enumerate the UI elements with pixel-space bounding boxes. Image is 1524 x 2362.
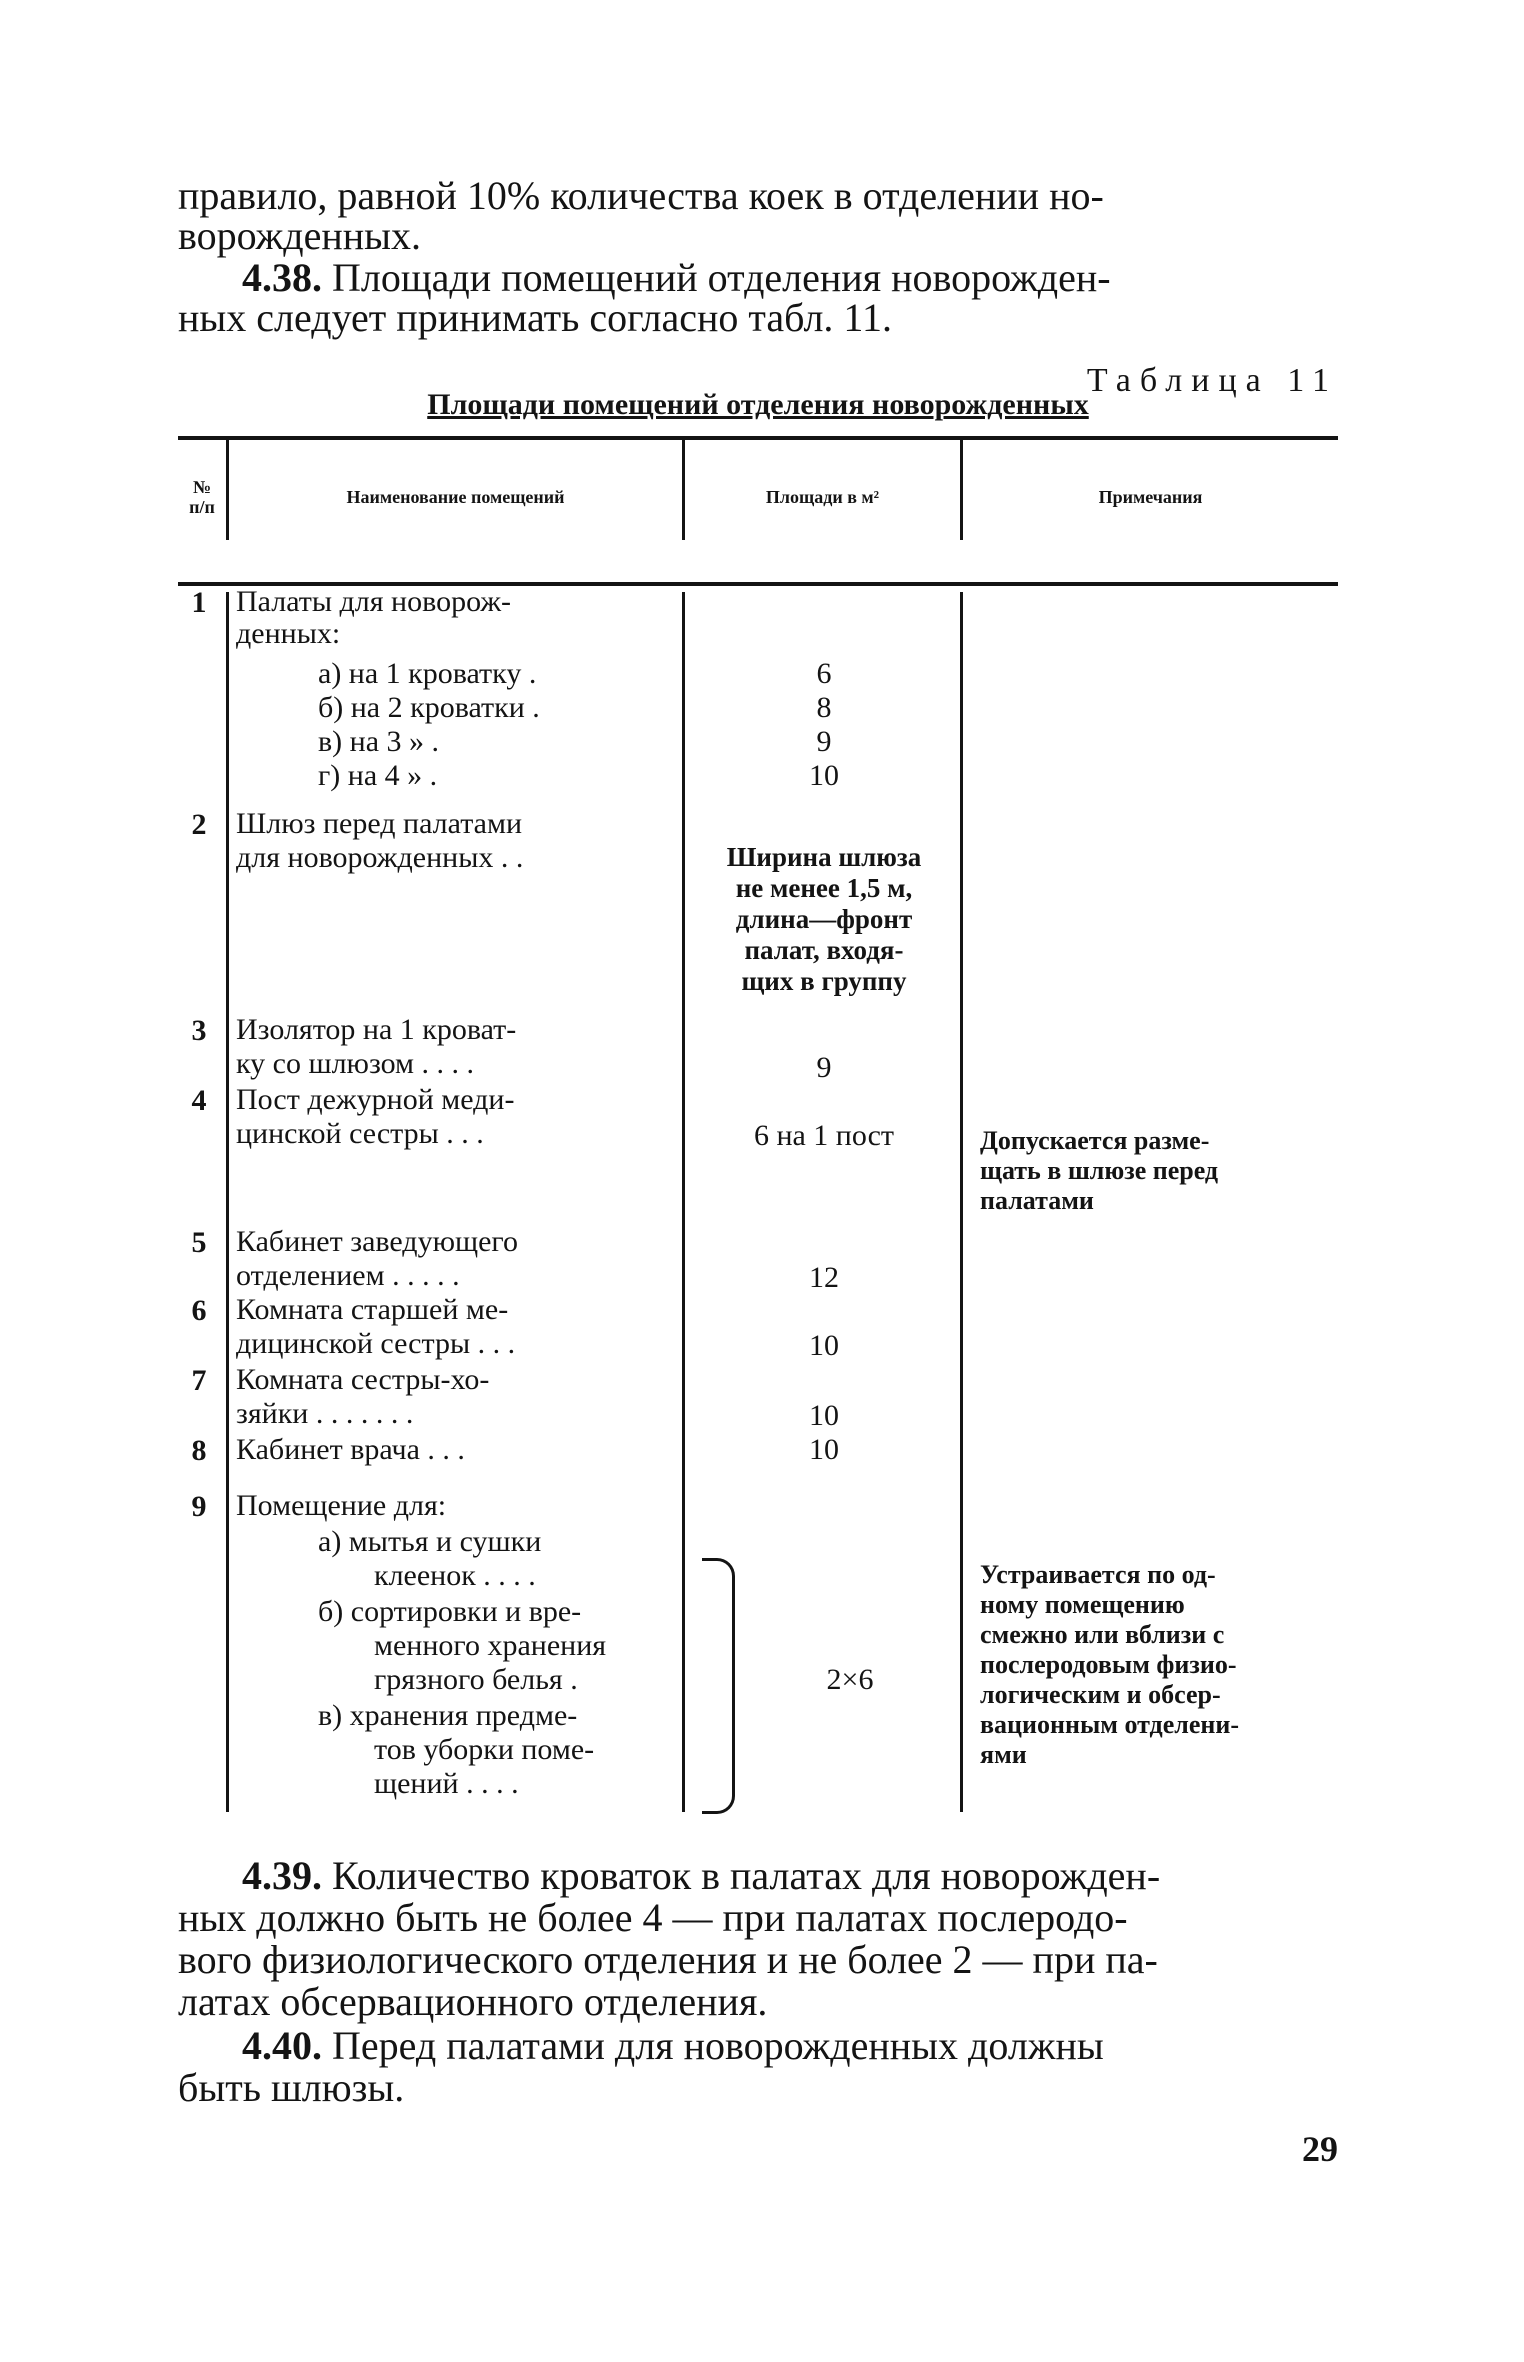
column-divider	[226, 592, 229, 1812]
row-number: 9	[191, 1490, 207, 1523]
room-area: 6	[816, 657, 832, 690]
room-name-line: Изолятор на 1 кроват-	[236, 1013, 517, 1046]
room-note-line: вационным отделени-	[980, 1710, 1239, 1739]
room-area-line: щих в группу	[741, 966, 907, 996]
room-note-line: логическим и обсер-	[980, 1680, 1221, 1709]
row-number: 7	[191, 1364, 207, 1397]
row-number: 6	[191, 1294, 207, 1327]
room-area: 9	[816, 1051, 832, 1084]
room-subitem: б) сортировки и вре-	[318, 1595, 582, 1628]
paragraph-4-39-line-2: ных должно быть не более 4 — при палатах послеродо-	[178, 1895, 1128, 1940]
table-top-rule	[178, 436, 1338, 440]
page-number: 29	[1302, 2129, 1338, 2169]
room-subitem: клеенок . . . .	[374, 1559, 536, 1592]
room-area: 6 на 1 пост	[753, 1119, 895, 1152]
paragraph-4-38-line-2: ных следует принимать согласно табл. 11.	[178, 295, 892, 340]
paragraph-text: Площади помещений отделения новорожден-	[322, 255, 1111, 300]
room-note-line: Устраивается по од-	[980, 1560, 1216, 1589]
room-area: 8	[816, 691, 832, 724]
room-name-line: Пост дежурной меди-	[236, 1083, 515, 1116]
room-name-line: Комната старшей ме-	[236, 1293, 509, 1326]
room-note-line: ному помещению	[980, 1590, 1185, 1619]
room-name-line: денных:	[236, 617, 341, 650]
room-area: 2×6	[826, 1663, 874, 1696]
room-note-line: ями	[980, 1740, 1027, 1769]
room-note-line: смежно или вблизи с	[980, 1620, 1225, 1649]
room-name-line: дицинской сестры . . .	[236, 1327, 516, 1360]
room-subitem: тов уборки поме-	[374, 1733, 595, 1766]
room-note-line: щать в шлюзе перед	[980, 1156, 1219, 1185]
room-area: 12	[809, 1261, 839, 1294]
paragraph-4-40-line-1	[178, 2023, 1402, 2068]
header-area: Площади в м²	[765, 487, 880, 507]
room-name-line: для новорожденных . .	[236, 841, 524, 874]
paragraph-4-39-line-4: латах обсервационного отделения.	[178, 1979, 768, 2024]
paragraph-4-38-line-1	[178, 255, 1402, 300]
room-name-line: зяйки . . . . . . .	[236, 1397, 414, 1430]
intro-line-2: ворожденных.	[178, 213, 422, 258]
room-area-line: Ширина шлюза	[726, 842, 922, 872]
room-name-line: Кабинет заведующего	[236, 1225, 518, 1258]
paragraph-4-39-line-1	[178, 1853, 1402, 1898]
paragraph-4-39-line-3: вого физиологического отделения и не более 2 — при па-	[178, 1937, 1158, 1982]
room-name-line: Палаты для новорож-	[236, 585, 512, 618]
paragraph-text: Перед палатами для новорожденных должны	[322, 2023, 1104, 2068]
column-divider	[682, 592, 685, 1812]
room-subitem: б) на 2 кроватки .	[318, 691, 540, 724]
row-number: 8	[191, 1434, 207, 1467]
paragraph-4-40-line-2: быть шлюзы.	[178, 2065, 405, 2110]
header-notes: Примечания	[1098, 487, 1203, 507]
room-subitem: грязного белья .	[374, 1663, 578, 1696]
header-number-line-2: п/п	[189, 497, 215, 517]
paragraph-number: 4.40.	[242, 2023, 322, 2068]
room-name-line: Шлюз перед палатами	[236, 807, 523, 840]
room-area: 10	[809, 1433, 839, 1466]
room-name-line: отделением . . . . .	[236, 1259, 460, 1292]
room-name-line: Комната сестры-хо-	[236, 1363, 490, 1396]
room-subitem: а) мытья и сушки	[318, 1525, 542, 1558]
room-note-line: послеродовым физио-	[980, 1650, 1237, 1679]
table-caption: Таблица 11	[1086, 362, 1338, 399]
room-name-line: Помещение для:	[236, 1489, 447, 1522]
column-divider	[960, 592, 963, 1812]
grouping-brace	[702, 1558, 735, 1814]
room-subitem: в) на 3 » .	[318, 725, 440, 758]
room-area-line: палат, входя-	[744, 935, 904, 965]
room-area-line: не менее 1,5 м,	[735, 873, 913, 903]
header-number-line-1: №	[192, 477, 212, 497]
room-area: 10	[809, 1399, 839, 1432]
room-name-line: цинской сестры . . .	[236, 1117, 484, 1150]
header-room-name: Наименование помещений	[346, 487, 565, 507]
room-subitem: в) хранения предме-	[318, 1699, 578, 1732]
table-title: Площади помещений отделения новорожденных	[427, 388, 1089, 421]
header-number	[178, 450, 226, 544]
row-number: 5	[191, 1226, 207, 1259]
row-number: 1	[191, 586, 207, 619]
paragraph-number: 4.38.	[242, 255, 322, 300]
room-name-line: Кабинет врача . . .	[236, 1433, 465, 1466]
room-area: 10	[809, 759, 839, 792]
room-area: 10	[809, 1329, 839, 1362]
room-area: 9	[816, 725, 832, 758]
room-subitem: менного хранения	[374, 1629, 607, 1662]
room-name-line: ку со шлюзом . . . .	[236, 1047, 475, 1080]
intro-line-1: правило, равной 10% количества коек в отделении но-	[178, 173, 1104, 218]
room-subitem: а) на 1 кроватку .	[318, 657, 537, 690]
paragraph-number: 4.39.	[242, 1853, 322, 1898]
paragraph-text: Количество кроваток в палатах для новорожден-	[322, 1853, 1161, 1898]
room-subitem: щений . . . .	[374, 1767, 519, 1800]
room-area-line: длина—фронт	[735, 904, 913, 934]
room-note-line: Допускается разме-	[980, 1126, 1210, 1155]
row-number: 4	[191, 1084, 207, 1117]
row-number: 2	[191, 808, 207, 841]
row-number: 3	[191, 1014, 207, 1047]
room-subitem: г) на 4 » .	[318, 759, 438, 792]
room-note-line: палатами	[980, 1186, 1094, 1215]
